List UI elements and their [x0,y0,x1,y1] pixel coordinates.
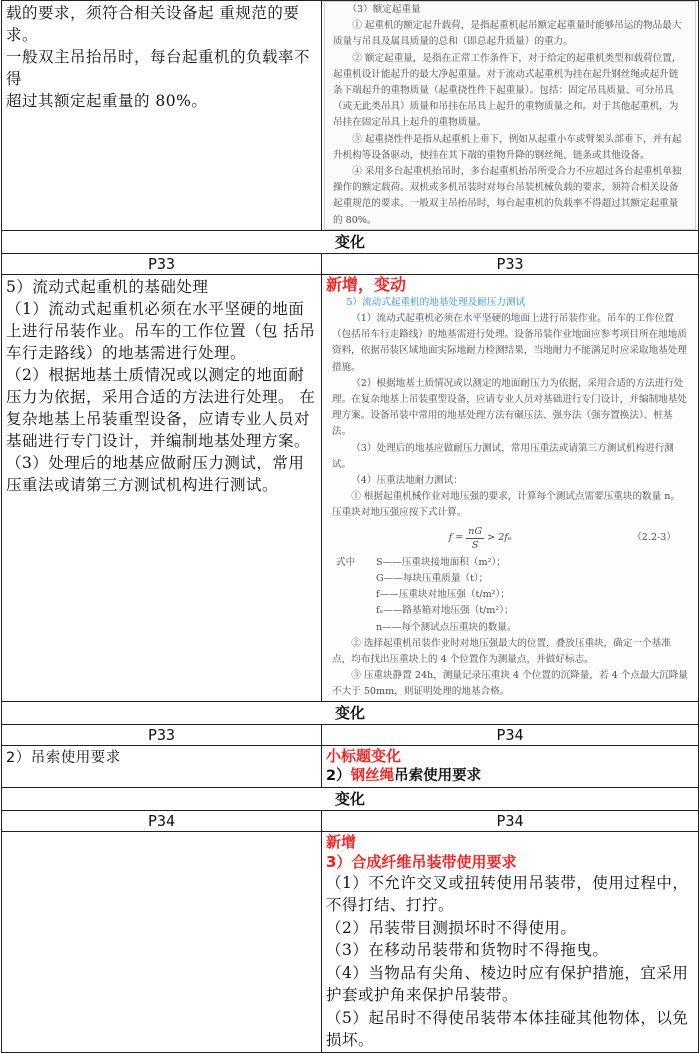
new-items [322,872,698,1052]
new-text-cell [322,831,699,1052]
change-header-row [2,787,699,810]
old-page-number: P33 [2,724,322,745]
table-row [2,1,699,231]
scan-paragraph: ① 根据起重机械作业对地压强的要求，计算每个测试点需要压重块的数量 n。压重块对地压强应按下式计算。 [332,491,681,519]
new-page-number: P33 [322,253,699,274]
new-page-number: P34 [322,810,699,831]
scan-paragraph: ③ 压重块静置 24h，测量记录压重块 4 个位置的沉降量，若 4 个点最大沉降量不大于 50mm，则证明处理的地基合格。 [332,670,688,698]
change-header-row [2,701,699,724]
old-text [2,1,321,112]
old-subheading: 5）流动式起重机的基础处理 [6,277,209,296]
old-page-number: P33 [2,253,322,274]
old-item: （2）根据地基土质情况或以测定的地面耐压力为依据，采用合适的方法进行处理。 在复杂地基上吊装重型设备，应请专业人员对基础进行专门设计，并编制地基处理方案。 [6,365,316,450]
new-page-number: P34 [322,724,699,745]
formula [332,522,688,555]
highlighted-change: 钢丝绳 [350,767,395,784]
comparison-table [1,0,699,1053]
scan-paragraph: ② 额定起重量，是指在正常工作条件下，对于给定的起重机类型和载荷位置，起重机设计能起升的最大净起重量。对于流动式起重机为挂在起升钢丝绳或起升链条下端起升的重物质量（起重挠性件下起重量）。包括：固定吊具质量、可分吊具（或无此类吊具）质量和吊挂在吊具上起升的重物质量之和。对于其他起重机，为吊挂在固定吊具上起升的重物质量。 [333,52,682,129]
old-item: （3）处理后的地基应做耐压力测试，常用压重法或请第三方测试机构进行测试。 [6,453,305,494]
formula-def: f——压重块对地压强（t/m²）； [376,589,510,601]
scan-paragraph: （3）额定起重量 [347,4,421,15]
page-row [2,810,699,831]
formula-definitions [332,555,688,636]
page-row [2,253,699,274]
change-tag: 新增，变动 [326,274,407,294]
old-text [2,275,321,496]
old-text-cell [2,745,322,787]
formula-denominator: S [471,539,479,551]
scan-paragraph: ① 起重机的额定起升载荷，是指起重机起吊额定起重量时能够吊运的物品最大质量与吊具及属具质量的总和（即总起升质量）的重力。 [333,20,682,48]
list-item: （4）当物品有尖角、棱边时应有保护措施，宜采用护套或护角来保护吊装带。 [326,963,689,1005]
formula-defs-intro: 式中 [336,556,356,568]
subheading-prefix: 2） [326,767,351,784]
formula-def: fₑ——路基箱对地压强（t/m²）； [376,605,514,617]
formula-def-list [376,555,688,636]
scan-title: 5）流动式起重机的地基处理及耐压力测试 [346,296,526,308]
scan-paragraph: （2）根据地基土质情况或以测定的地面耐压力为依据，采用合适的方法进行处理。在复杂地基上吊装重型设备，应请专业人员对基础进行专门设计，并编制地基处理方案。设备吊装中常用的地基处理方法有碾压法、强夯法（强夯置换法）、桩基法。 [332,377,687,438]
change-label: 变化 [2,230,699,253]
page-row [2,724,699,745]
change-label: 变化 [2,701,699,724]
old-line: 超过其额定起重量的 80%。 [6,92,208,110]
formula-def: n——每个测试点压重块的数量。 [376,621,517,633]
old-text-cell [2,1,322,231]
scan-paragraph: ④ 采用多台起重机抬吊时，多台起重机抬吊所受合力不应超过各台起重机单独操作的额定载荷。双机或多机吊装时对每台吊装机械负载的要求，须符合相关设备起重规范的要求。一般双主吊抬吊时，每台起重机的负载率不得超过其额定起重量的 80%。 [333,166,682,226]
old-subheading: 2）吊索使用要求 [6,749,121,766]
list-item: （3）在移动吊装带和货物时不得拖曳。 [326,941,609,960]
list-item: （2）吊装带目测损坏时不得使用。 [326,918,577,937]
formula-def: G——每块压重质量（t）； [376,572,489,584]
list-item: （5）起吊时不得使吊装带本体挂碰其他物体，以免损坏。 [326,1008,689,1050]
formula-numerator: nG [468,525,483,537]
new-text-cell [322,274,699,701]
formula-lhs: f = [448,532,464,544]
old-text-cell [2,274,322,701]
formula-equation [449,525,512,552]
change-header-row [2,230,699,253]
change-label: 变化 [2,787,699,810]
scan-paragraph: （3）处理后的地基应做耐压力测试，常用压重法或请第三方测试机构进行测试。 [332,442,674,470]
formula-rhs: > 2fₑ [487,532,512,544]
old-item: （1）流动式起重机必须在水平坚硬的地面上进行吊装作业。吊车的工作位置（包 括吊车行走路线）的地基需进行处理。 [6,299,316,362]
old-page-number: P34 [2,810,322,831]
scan-paragraph: ③ 起重挠性件是指从起重机上垂下，例如从起重小车或臂架头部垂下，并有起升机构等设备驱动，使挂在其下端的重物升降的钢丝绳、链条或其他设备。 [333,133,682,161]
formula-fraction [466,525,484,552]
table-row [2,831,699,1052]
change-tag: 新增 [326,832,357,851]
formula-def: S——压重块接地面积（m²）； [376,556,506,568]
scanned-excerpt [324,295,696,701]
old-line: 一般双主吊抬吊时，每台起重机的负载率不得 [6,48,311,88]
scan-paragraph: （4）压重法地耐力测试： [351,475,463,487]
old-text-cell-empty [2,831,322,1052]
new-subheading: 3）合成纤维吊装带使用要求 [326,852,517,871]
scan-paragraph: ② 选择起重机吊装作业时对地压强最大的位置，叠放压重块，确定一个基准点，均布找出压重块上的 4 个位置作为测量点，并做好标志。 [332,637,671,665]
new-text-cell [322,1,699,231]
old-line: 载的要求，须符合相关设备起 重规范的要求。 [6,4,300,44]
scanned-excerpt [324,1,696,230]
scan-paragraph: （1）流动式起重机必须在水平坚硬的地面上进行吊装作业。吊车的工作位置（包括吊车行走路线）的地基需进行处理。设备吊装作业地面应参考项目所在地地质资料，依据吊装区域地面实际地耐力检测结果，当地耐力不能满足时应采取地基处理措施。 [332,313,687,373]
list-item: （1）不允许交叉或扭转使用吊装带，使用过程中，不得打结、打拧。 [326,873,689,915]
change-tag: 小标题变化 [326,746,402,765]
new-subheading [322,766,698,786]
table-row [2,745,699,787]
subheading-suffix: 吊索使用要求 [394,767,482,784]
new-text-cell [322,745,699,787]
formula-number: （2.2-3） [632,532,676,544]
table-row [2,274,699,701]
